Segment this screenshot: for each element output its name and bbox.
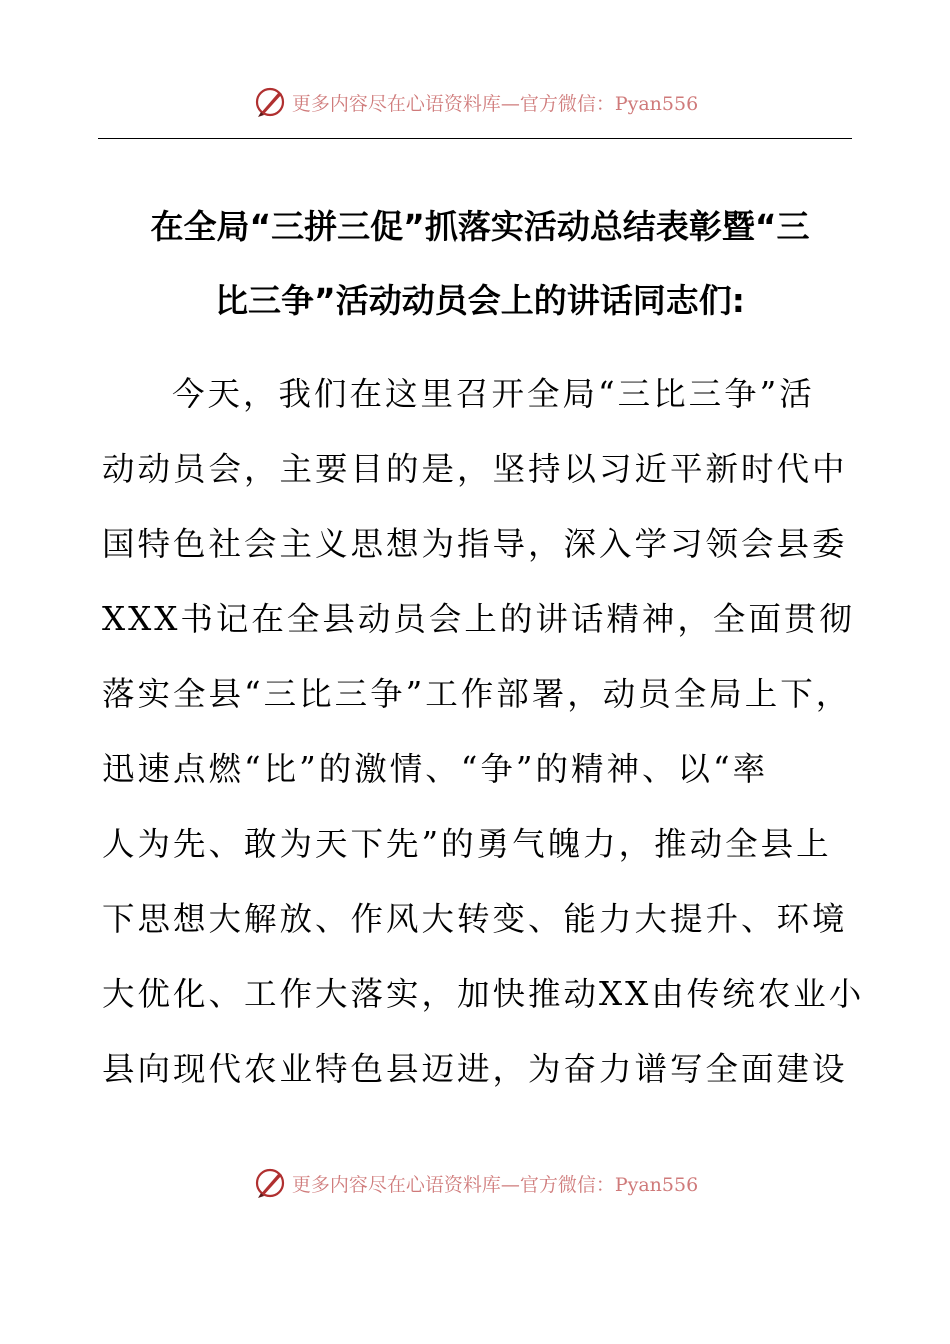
body-line: 县向现代农业特色县迈进，为奋力谱写全面建设 <box>102 1050 848 1088</box>
quill-pen-circle-icon <box>252 84 288 120</box>
document-title <box>100 190 860 338</box>
title-line: 在全局“三拼三促”抓落实活动总结表彰暨“三 <box>150 207 810 246</box>
body-line: 人为先、敢为天下先”的勇气魄力，推动全县上 <box>102 825 832 863</box>
header-banner-text: 更多内容尽在心语资料库—官方微信：Pyan556 <box>291 92 699 115</box>
document-body <box>102 357 892 1107</box>
body-line: 动动员会，主要目的是，坚持以习近平新时代中 <box>102 450 848 488</box>
body-line: 下思想大解放、作风大转变、能力大提升、环境 <box>102 900 848 938</box>
body-line: XXX书记在全县动员会上的讲话精神，全面贯彻 <box>102 600 855 638</box>
header-banner <box>0 82 950 122</box>
footer-banner <box>0 1163 950 1203</box>
title-line: 比三争”活动动员会上的讲话同志们: <box>215 281 745 320</box>
body-line: 今天，我们在这里召开全局“三比三争”活 <box>172 375 815 413</box>
body-line: 落实全县“三比三争”工作部署，动员全局上下， <box>102 675 852 713</box>
footer-banner-text: 更多内容尽在心语资料库—官方微信：Pyan556 <box>291 1173 699 1196</box>
body-line: 大优化、工作大落实，加快推动XX由传统农业小 <box>102 975 865 1013</box>
header-divider <box>98 138 852 139</box>
body-line: 迅速点燃“比”的激情、“争”的精神、以“率 <box>102 750 769 788</box>
body-line: 国特色社会主义思想为指导，深入学习领会县委 <box>102 525 848 563</box>
quill-pen-circle-icon <box>252 1165 288 1201</box>
